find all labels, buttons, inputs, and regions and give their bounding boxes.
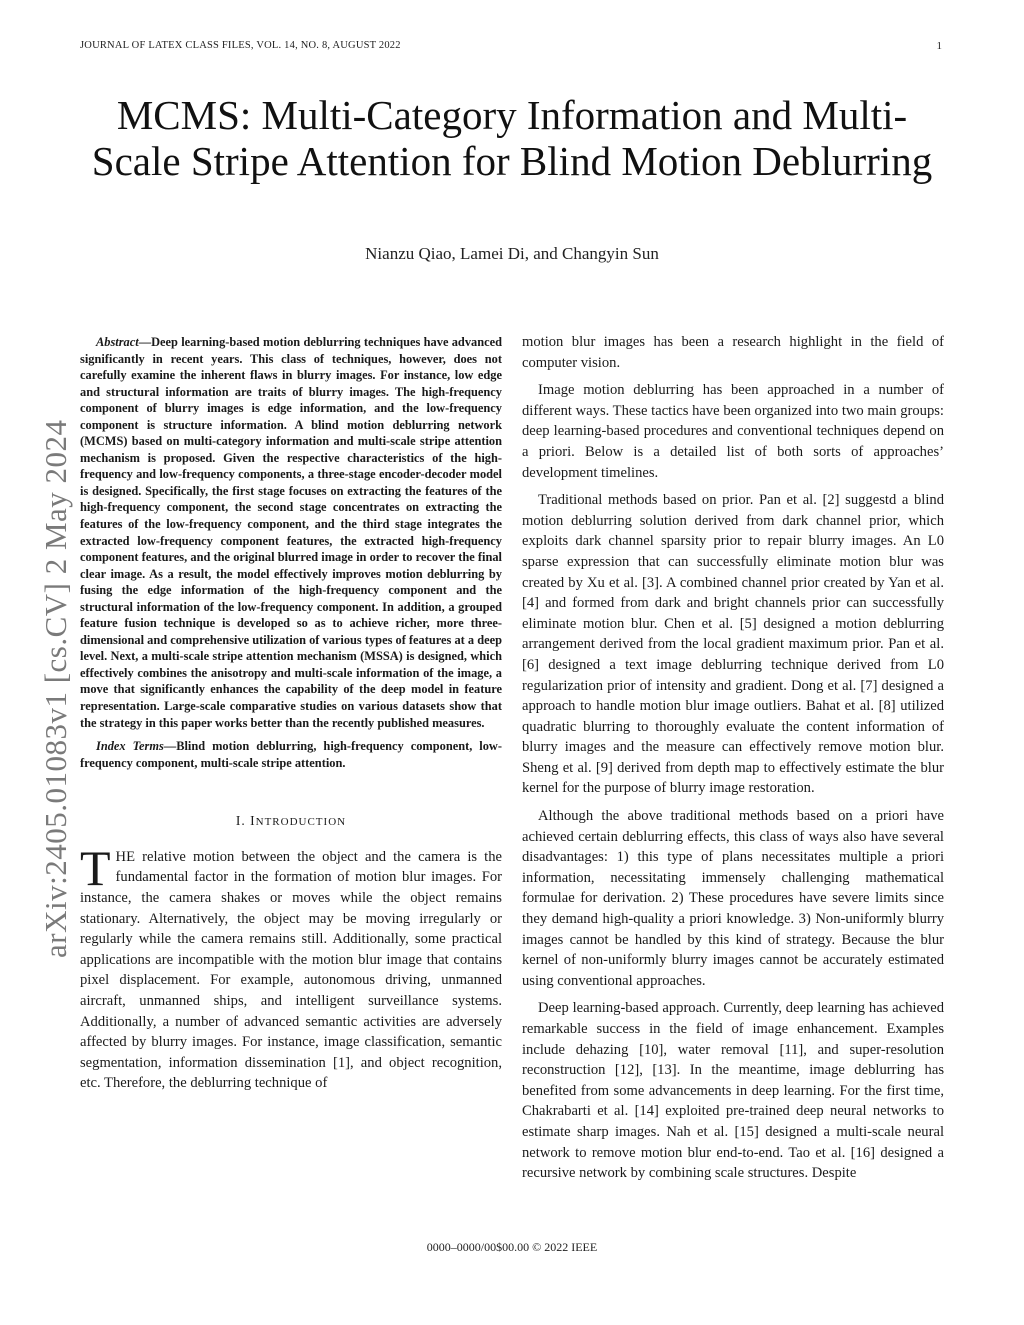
index-terms bbox=[80, 738, 502, 771]
abstract-label: Abstract bbox=[96, 335, 139, 349]
right-column bbox=[522, 332, 944, 1191]
page-number: 1 bbox=[936, 40, 942, 52]
drop-cap: T bbox=[80, 839, 111, 896]
right-paragraph-disadvantages: Although the above traditional methods based on a priori have achieved certain deblurring effects, this class of ways also have several disadvantages: 1) this type of plans necessitates multiple a priori information, necessitating immensely challenging mathematical formulae for derivation. 2) These procedures have severe limits since they demand high-quality a priori knowledge. 3) Non-uniformly blurry images cannot be handled by this kind of strategy. Because the blur kernel of non-uniformly blurry images cannot be accurately estimated using conventional approaches. bbox=[522, 808, 944, 989]
intro-text: relative motion between the object and the camera is the fundamental factor in the formation of motion blur images. For instance, the camera shakes or moves while the object remains stationary. Alternatively, the object may be moving irregularly or regularly while the camera remains still. Additionally, some practical applications are incompatible with the motion blur image that contains pixel displacement. For example, autonomous driving, unmanned aircraft, unmanned ships, and intelligent surveillance systems. Additionally, a number of advanced semantic activities are adversely affected by blurry images. For instance, image classification, semantic segmentation, information dissemination [1], and object recognition, etc. Therefore, the deblurring technique of bbox=[80, 848, 502, 1092]
left-column bbox=[80, 334, 502, 1101]
index-terms-text: —Blind motion deblurring, high-frequency component, low-frequency component, multi-scale stripe attention. bbox=[80, 739, 503, 770]
abstract-text: —Deep learning-based motion deblurring techniques have advanced significantly in recent years. This class of techniques, however, does not carefully examine the inherent flaws in blurry images. For instance, low edge and structural information are traits of blurry images. The high-frequency component of blurry images is edge information, and the low-frequency component is structure information. A blind motion deblurring network (MCMS) based on multi-category information and multi-scale stripe attention mechanism is proposed. Given the respective characteristics of the high-frequency and low-frequency components, a three-stage encoder-decoder model is designed. Specifically, the first stage focuses on extracting the features of the high-frequency component, the second stage concentrates on extracting the features of the low-frequency component, and the third stage integrates the extracted low-frequency component features, the extracted high-frequency component features, and the original blurred image in order to recover the final clear image. As a result, the model effectively improves motion deblurring by fusing the edge information of the high-frequency component and the structural information of the low-frequency component. In addition, a grouped feature fusion technique is developed so as to achieve richer, more three-dimensional and comprehensive utilization of various types of features at a deep level. Next, a multi-scale stripe attention mechanism (MSSA) is designed, which effectively combines the anisotropy and multi-scale information of the image, a move that significantly enhances the capability of the deep model in feature representation. Large-scale comparative studies on various datasets show that the strategy in this paper works better than the recently published measures. bbox=[80, 335, 502, 730]
section-heading-introduction bbox=[80, 811, 502, 833]
arxiv-identifier[interactable]: arXiv:2405.01083v1 [cs.CV] 2 May 2024 bbox=[38, 419, 73, 958]
right-paragraph-approaches: Image motion deblurring has been approached in a number of different ways. These tactics have been organized into two main groups: deep learning-based procedures and conventional techniques depend on a priori. Below is a detailed list of both sorts of approaches’ development timelines. bbox=[522, 382, 944, 481]
section-rest: NTRODUCTION bbox=[255, 816, 347, 829]
section-first-letter: I bbox=[250, 813, 256, 829]
intro-paragraph bbox=[80, 839, 502, 1094]
abstract bbox=[80, 334, 502, 731]
right-paragraph-traditional: Traditional methods based on prior. Pan et al. [2] suggestd a blind motion deblurring solution derived from dark channel prior, which exploits dark channel sparsity prior to repair blurry images. An L0 sparse expression that can successfully eliminate motion blur was created by Xu et al. [3]. A combined channel prior created by Yan et al. [4] and formed from dark and bright channels prior can successfully eliminate motion blur. Chen et al. [5] designed a motion deblurring arrangement derived from the local gradient maximum prior. Pan et al. [6] designed a text image deblurring technique derived from L0 regularization prior of intensity and gradient. Dong et al. [7] designed a approach to handle motion blur image outliers. Bahat et al. [8] utilized quadratic blurring to thoroughly evaluate the content information of blurry images and the measure can effectively remove motion blur. Sheng et al. [9] derived from depth map to effectively estimate the blur kernel for the purpose of blurry image restoration. bbox=[522, 492, 944, 797]
author-list: Nianzu Qiao, Lamei Di, and Changyin Sun bbox=[365, 244, 659, 263]
section-numeral: I. bbox=[235, 813, 251, 829]
right-paragraph-continued: motion blur images has been a research highlight in the field of computer vision. bbox=[522, 334, 944, 371]
index-terms-label: Index Terms bbox=[96, 739, 164, 754]
copyright-footer: 0000–0000/00$00.00 © 2022 IEEE bbox=[426, 1240, 598, 1254]
running-header: JOURNAL OF LATEX CLASS FILES, VOL. 14, NO. 8, AUGUST 2022 bbox=[80, 40, 401, 51]
right-paragraph-deep-learning: Deep learning-based approach. Currently, deep learning has achieved remarkable success in the field of image enhancement. Examples include dehazing [10], water removal [11], and super-resolution reconstruction [12], [13]. In the meantime, image deblurring has benefited from some advancements in deep learning. For the first time, Chakrabarti et al. [14] exploited pre-trained deep neural networks to estimate sharp images. Nah et al. [15] designed a multi-scale neural network to remove motion blur end-to-end. Tao et al. [16] designed a recursive network by combining scale structures. Despite bbox=[522, 1000, 944, 1182]
paper-title: MCMS: Multi-Category Information and Multi-Scale Stripe Attention for Blind Motion Deblurring bbox=[91, 92, 933, 184]
drop-cap-rest: HE bbox=[115, 848, 136, 865]
